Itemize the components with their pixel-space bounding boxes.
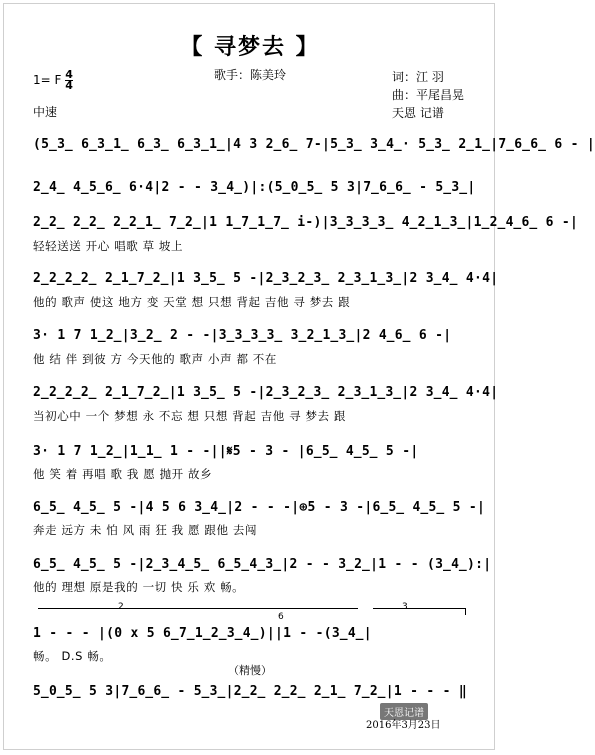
lyric-line-8: 奔走 远方 未 怕 风 雨 狂 我 愿 跟他 去闯 — [33, 523, 258, 537]
score-line-2: 2̲4̲ 4̲5̲6̲ 6·4|2 - - 3̲4̲)|:(5̲0̲5̲ 5 3|7̲6̲6̲ - 5̲3̲| — [33, 180, 476, 195]
transcriber-credit: 天恩 记谱 — [392, 106, 444, 120]
lyric-line-6: 当初心中 一个 梦想 永 不忘 想 只想 背起 吉他 寻 梦去 跟 — [33, 409, 347, 423]
time-signature — [65, 70, 73, 91]
transcriber-stamp: 天恩记谱 — [380, 703, 428, 720]
tempo-marking: 中速 — [33, 105, 58, 119]
score-line-5: 3· 1 7 1̲2̲|3̲2̲ 2 - -|3̲3̲3̲3̲ 3̲2̲1̲3̲|2 4̲6̲ 6 -| — [33, 328, 452, 343]
lyric-line-4: 他的 歌声 使这 地方 变 天堂 想 只想 背起 吉他 寻 梦去 跟 — [33, 295, 351, 309]
score-line-8: 6̲5̲ 4̲5̲ 5 -|4 5 6 3̲4̲|2 - - -|⊕5 - 3 -|6̲5̲ 4̲5̲ 5 -| — [33, 500, 486, 515]
lyricist-credit: 词：江 羽 — [392, 70, 444, 84]
volta-number-3: 6 — [278, 612, 284, 622]
volta-number-1: 2 — [118, 602, 124, 612]
score-line-7: 3· 1 7 1̲2̲|1̲1̲ 1 - -||𝄋5 - 3 - |6̲5̲ 4̲5̲ 5 -| — [33, 444, 419, 459]
score-line-3: 2̲2̲ 2̲2̲ 2̲2̲1̲ 7̲2̲|1 1̲7̲1̲7̲ i-)|3̲3̲3̲3̲ 4̲2̲1̲3̲|1̲2̲4̲6̲ 6 -| — [33, 215, 579, 230]
volta-number-2: 3 — [402, 602, 408, 612]
score-line-6: 2̲2̲2̲2̲ 2̲1̲7̲2̲|1 3̲5̲ 5 -|2̲3̲2̲3̲ 2̲3̲1̲3̲|2 3̲4̲ 4·4| — [33, 385, 499, 400]
composer-credit: 曲：平尾昌晃 — [392, 88, 465, 102]
time-denominator: 4 — [65, 79, 73, 92]
song-title: 【 寻梦去 】 — [180, 35, 320, 60]
key-signature — [33, 70, 73, 91]
lyric-line-10: 畅。 D.S 畅。 — [33, 649, 112, 663]
lyric-line-3: 轻轻送送 开心 唱歌 草 坡上 — [33, 239, 184, 253]
date-label: 2016年3月23日 — [366, 720, 441, 731]
ending-note: （精慢） — [228, 664, 272, 677]
score-line-1: (5̲3̲ 6̲3̲1̲ 6̲3̲ 6̲3̲1̲|4 3 2̲6̲ 7-|5̲3̲ 3̲4̲· 5̲3̲ 2̲1̲|7̲6̲6̲ 6 - | — [33, 137, 595, 152]
key-prefix: 1= F — [33, 73, 62, 87]
volta-bracket-1 — [38, 608, 358, 615]
score-line-10: 1 - - - |(0 x 5 6̲7̲1̲2̲3̲4̲)||1 - -(3̲4̲| — [33, 626, 372, 641]
score-line-11: 5̲0̲5̲ 5 3|7̲6̲6̲ - 5̲3̲|2̲2̲ 2̲2̲ 2̲1̲ 7̲2̲|1 - - - ‖ — [33, 684, 468, 699]
score-line-9: 6̲5̲ 4̲5̲ 5 -|2̲3̲4̲5̲ 6̲5̲4̲3̲|2 - - 3̲2̲|1 - - (3̲4̲):| — [33, 557, 492, 572]
singer-label: 歌手：陈美玲 — [213, 68, 286, 82]
lyric-line-5: 他 结 伴 到彼 方 今天他的 歌声 小声 都 不在 — [33, 352, 277, 366]
lyric-line-7: 他 笑 着 再唱 歌 我 愿 抛开 故乡 — [33, 467, 213, 481]
time-numerator: 4 — [65, 68, 73, 81]
lyric-line-9: 他的 理想 原是我的 一切 快 乐 欢 畅。 — [33, 580, 245, 594]
score-line-4: 2̲2̲2̲2̲ 2̲1̲7̲2̲|1 3̲5̲ 5 -|2̲3̲2̲3̲ 2̲3̲1̲3̲|2 3̲4̲ 4·4| — [33, 271, 499, 286]
volta-bracket-2 — [373, 608, 466, 615]
